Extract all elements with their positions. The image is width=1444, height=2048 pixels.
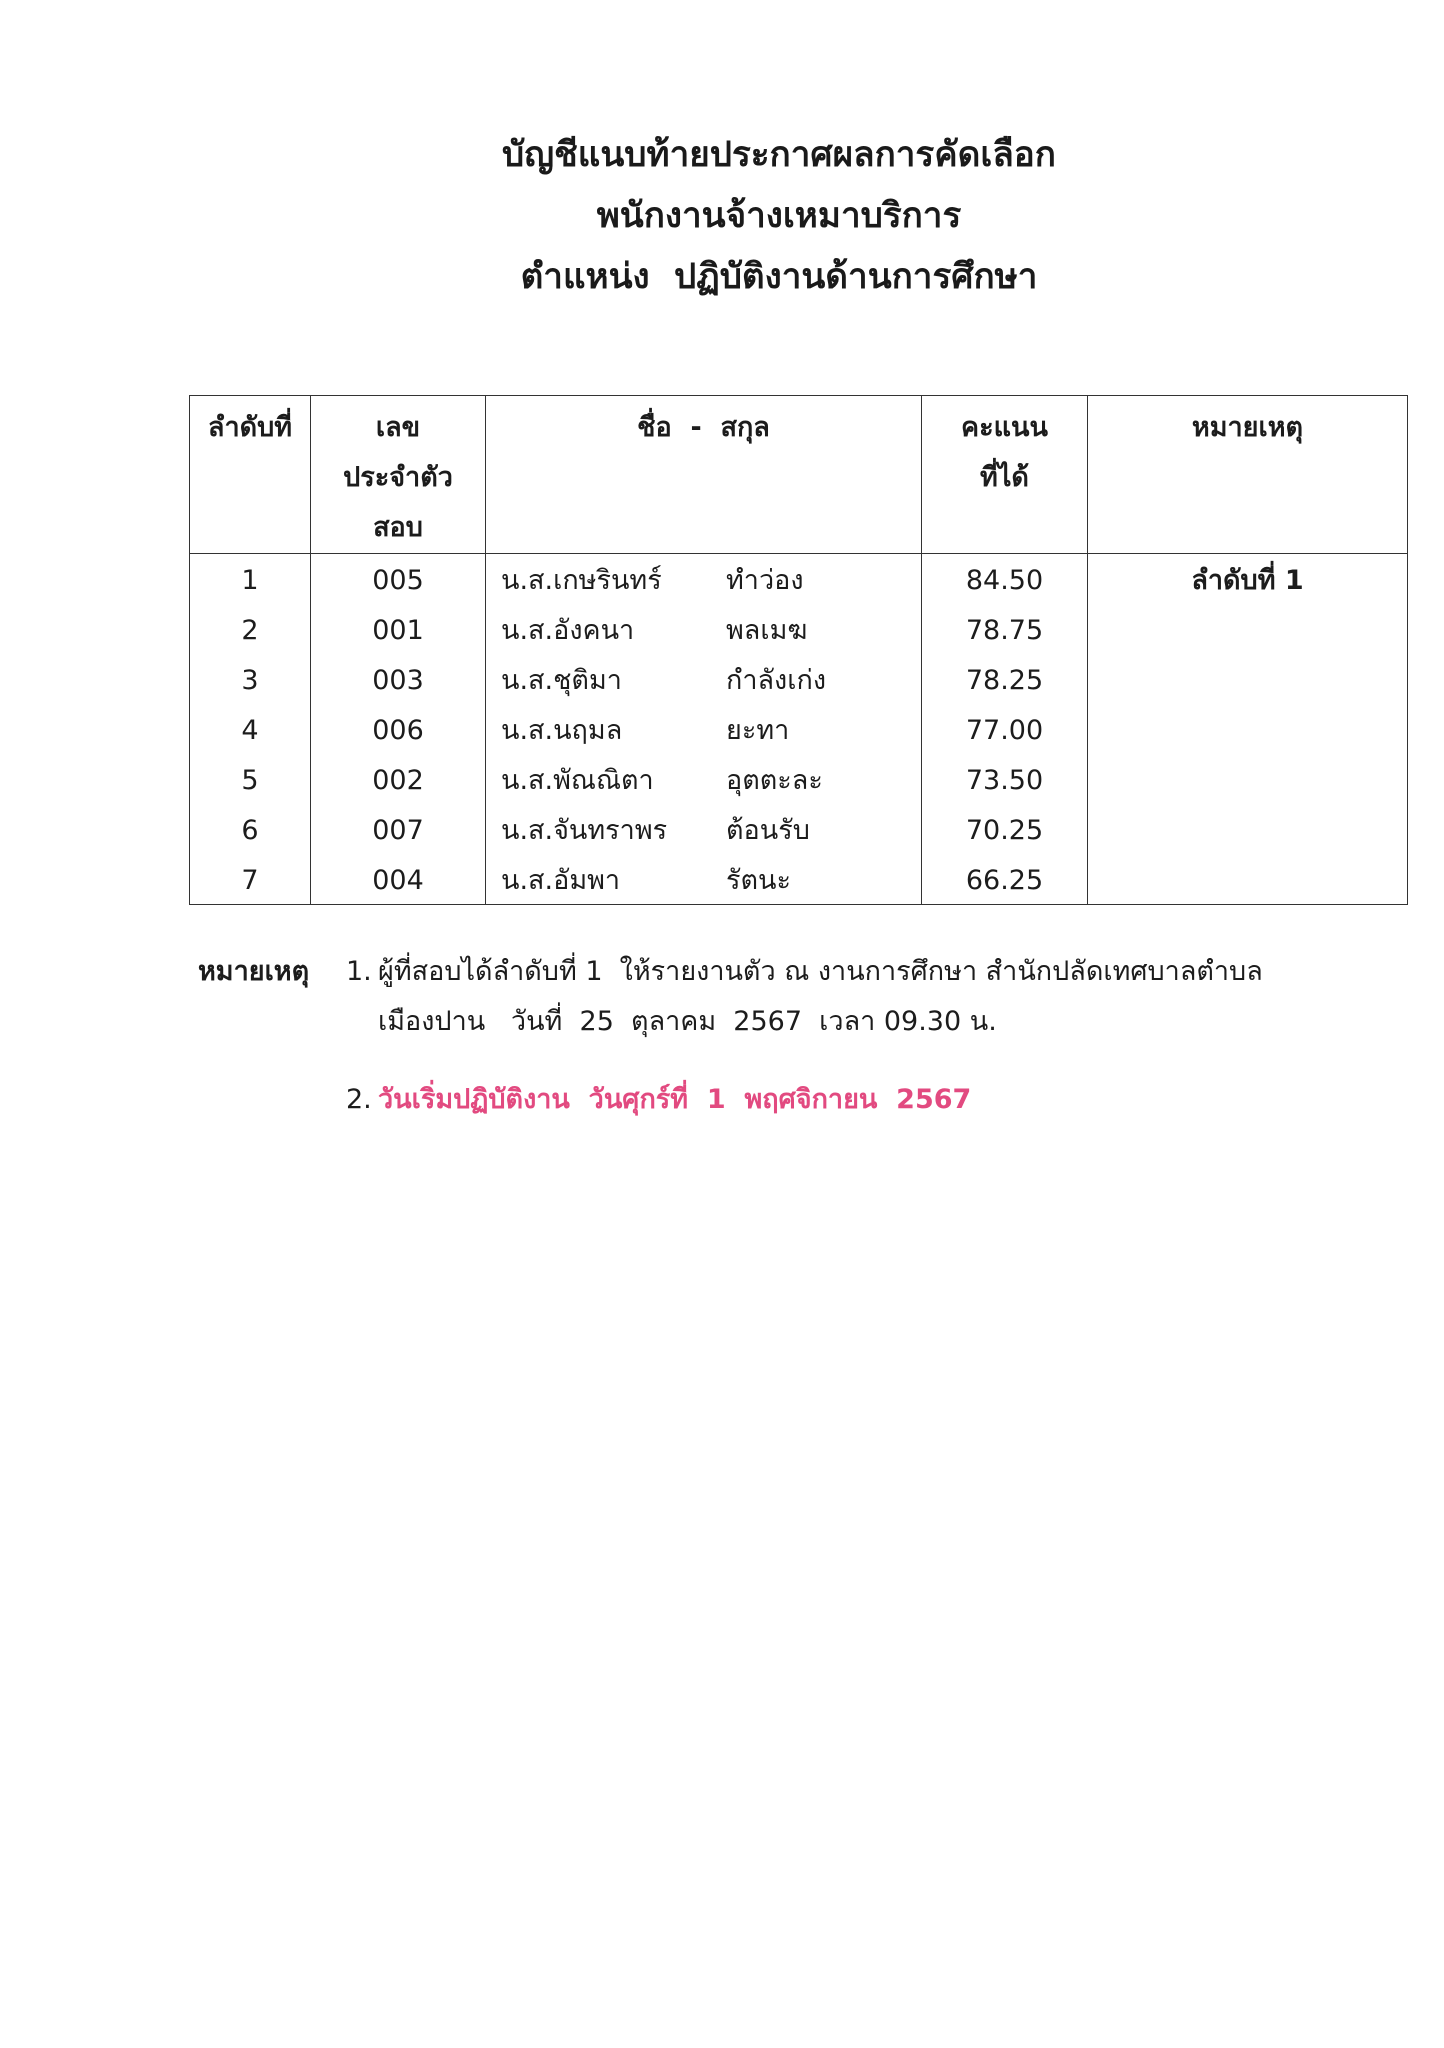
table-header-row [190, 396, 1408, 554]
first-name: น.ส.อังคนา [501, 615, 635, 646]
cell-no: 6 [190, 804, 311, 854]
cell-remark [1088, 704, 1408, 754]
cell-no: 5 [190, 754, 311, 804]
cell-score: 84.50 [922, 554, 1088, 605]
first-name: น.ส.จันทราพร [501, 815, 668, 846]
last-name: รัตนะ [726, 865, 791, 896]
last-name: อุตตะละ [726, 765, 823, 796]
cell-name [486, 854, 922, 905]
table-row [190, 754, 1408, 804]
cell-exam-id: 001 [311, 604, 486, 654]
cell-score: 70.25 [922, 804, 1088, 854]
first-name: น.ส.อัมพา [501, 865, 621, 896]
cell-exam-id: 002 [311, 754, 486, 804]
first-name: น.ส.นฤมล [501, 715, 623, 746]
cell-exam-id: 003 [311, 654, 486, 704]
note-2-number: 2. [346, 1084, 372, 1115]
cell-remark [1088, 854, 1408, 905]
note-1-line-1: ผู้ที่สอบได้ลำดับที่ 1 ให้รายงานตัว ณ งานการศึกษา สำนักปลัดเทศบาลตำบล [378, 956, 1263, 987]
cell-score: 66.25 [922, 854, 1088, 905]
last-name: พลเมฆ [726, 615, 808, 646]
cell-exam-id: 005 [311, 554, 486, 605]
header-name: ชื่อ - สกุล [486, 396, 922, 554]
table-row [190, 854, 1408, 905]
cell-score: 78.25 [922, 654, 1088, 704]
table-row [190, 654, 1408, 704]
note-1-number: 1. [346, 956, 372, 987]
note-2-start-date: วันเริ่มปฏิบัติงาน วันศุกร์ที่ 1 พฤศจิกายน 2567 [378, 1084, 972, 1115]
cell-remark [1088, 804, 1408, 854]
header-no: ลำดับที่ [190, 396, 311, 554]
table-row [190, 604, 1408, 654]
last-name: ทำว่อง [726, 565, 804, 596]
cell-remark [1088, 654, 1408, 704]
first-name: น.ส.ชุติมา [501, 665, 622, 696]
cell-remark [1088, 604, 1408, 654]
cell-score: 78.75 [922, 604, 1088, 654]
title-line-2: พนักงานจ้างเหมาบริการ [596, 196, 962, 236]
cell-exam-id: 007 [311, 804, 486, 854]
note-1-line-2: เมืองปาน วันที่ 25 ตุลาคม 2567 เวลา 09.30 น. [378, 1006, 997, 1037]
document-title [114, 130, 1444, 313]
cell-exam-id: 004 [311, 854, 486, 905]
cell-remark [1088, 754, 1408, 804]
cell-no: 3 [190, 654, 311, 704]
results-table [189, 395, 1408, 905]
cell-name [486, 654, 922, 704]
cell-score: 77.00 [922, 704, 1088, 754]
table-row [190, 704, 1408, 754]
notes-label: หมายเหตุ [198, 956, 310, 987]
cell-exam-id: 006 [311, 704, 486, 754]
last-name: ต้อนรับ [726, 815, 810, 846]
last-name: กำลังเก่ง [726, 665, 826, 696]
cell-no: 4 [190, 704, 311, 754]
first-name: น.ส.พัณณิตา [501, 765, 654, 796]
table-row [190, 804, 1408, 854]
title-line-3: ตำแหน่ง ปฏิบัติงานด้านการศึกษา [520, 257, 1038, 297]
first-name: น.ส.เกษรินทร์ [501, 565, 662, 596]
header-exam-id: เลข ประจำตัว สอบ [311, 396, 486, 554]
cell-no: 2 [190, 604, 311, 654]
cell-name [486, 604, 922, 654]
cell-name [486, 704, 922, 754]
header-score: คะแนน ที่ได้ [922, 396, 1088, 554]
cell-remark: ลำดับที่ 1 [1088, 554, 1408, 605]
title-line-1: บัญชีแนบท้ายประกาศผลการคัดเลือก [502, 135, 1056, 175]
cell-score: 73.50 [922, 754, 1088, 804]
cell-no: 1 [190, 554, 311, 605]
cell-name [486, 804, 922, 854]
last-name: ยะทา [726, 715, 790, 746]
table-row [190, 554, 1408, 605]
cell-no: 7 [190, 854, 311, 905]
cell-name [486, 754, 922, 804]
cell-name [486, 554, 922, 605]
header-remark: หมายเหตุ [1088, 396, 1408, 554]
